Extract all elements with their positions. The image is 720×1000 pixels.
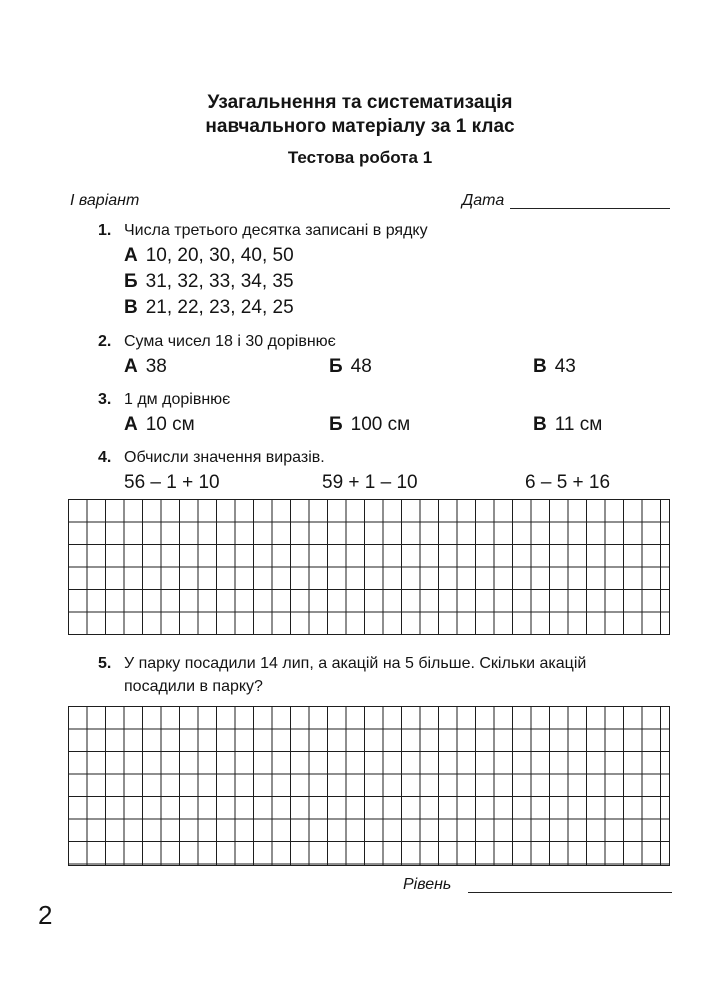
option-text: 31, 32, 33, 34, 35 bbox=[145, 271, 294, 292]
q2-option-b[interactable] bbox=[329, 356, 372, 378]
q3-option-c[interactable] bbox=[533, 414, 602, 436]
question-2 bbox=[98, 333, 336, 351]
option-letter: Б bbox=[124, 271, 138, 292]
option-text: 38 bbox=[145, 356, 167, 377]
title-line-1: Узагальнення та систематизація bbox=[207, 92, 513, 113]
date-line[interactable] bbox=[510, 208, 670, 209]
option-text: 48 bbox=[350, 356, 372, 377]
question-text: Сума чисел 18 і 30 дорівнює bbox=[124, 333, 336, 350]
option-letter: А bbox=[124, 356, 138, 377]
q2-option-a[interactable] bbox=[124, 356, 167, 378]
question-number: 4. bbox=[98, 449, 112, 466]
option-letter: А bbox=[124, 414, 138, 435]
expression-3: 6 – 5 + 16 bbox=[525, 472, 611, 493]
test-subtitle: Тестова робота 1 bbox=[287, 148, 433, 167]
question-text: Числа третього десятка записані в рядку bbox=[124, 222, 428, 239]
option-letter: В bbox=[124, 297, 138, 318]
variant-label: І варіант bbox=[70, 192, 140, 209]
q3-option-b[interactable] bbox=[329, 414, 410, 436]
question-text-line-1: У парку посадили 14 лип, а акацій на 5 більше. Скільки акацій bbox=[124, 655, 587, 672]
answer-grid-q5[interactable] bbox=[68, 706, 670, 866]
question-3 bbox=[98, 391, 230, 409]
answer-grid-q4[interactable] bbox=[68, 499, 670, 635]
q1-option-a[interactable] bbox=[124, 245, 294, 267]
question-text: Обчисли значення виразів. bbox=[124, 449, 325, 466]
option-text: 21, 22, 23, 24, 25 bbox=[145, 297, 294, 318]
title-line-2: навчального матеріалу за 1 клас bbox=[205, 116, 515, 137]
q1-option-b[interactable] bbox=[124, 271, 294, 293]
option-letter: В bbox=[533, 356, 547, 377]
question-number: 3. bbox=[98, 391, 112, 408]
expression-1: 56 – 1 + 10 bbox=[124, 472, 220, 493]
question-number: 5. bbox=[98, 655, 112, 672]
question-4 bbox=[98, 449, 325, 467]
date-label: Дата bbox=[462, 192, 505, 209]
q3-option-a[interactable] bbox=[124, 414, 195, 436]
question-text-line-2: посадили в парку? bbox=[124, 678, 263, 695]
option-letter: Б bbox=[329, 356, 343, 377]
q1-option-c[interactable] bbox=[124, 297, 294, 319]
option-text: 43 bbox=[554, 356, 576, 377]
level-line[interactable] bbox=[468, 892, 672, 893]
option-letter: Б bbox=[329, 414, 343, 435]
option-text: 100 см bbox=[350, 414, 411, 435]
option-text: 10, 20, 30, 40, 50 bbox=[145, 245, 294, 266]
question-number: 1. bbox=[98, 222, 112, 239]
option-text: 10 см bbox=[145, 414, 195, 435]
expression-2: 59 + 1 – 10 bbox=[322, 472, 418, 493]
level-label: Рівень bbox=[403, 876, 452, 893]
question-5 bbox=[98, 655, 586, 673]
page-number: 2 bbox=[38, 900, 53, 930]
option-letter: А bbox=[124, 245, 138, 266]
option-letter: В bbox=[533, 414, 547, 435]
question-number: 2. bbox=[98, 333, 112, 350]
option-text: 11 см bbox=[554, 414, 603, 435]
question-1 bbox=[98, 222, 428, 240]
question-text: 1 дм дорівнює bbox=[124, 391, 231, 408]
q2-option-c[interactable] bbox=[533, 356, 576, 378]
